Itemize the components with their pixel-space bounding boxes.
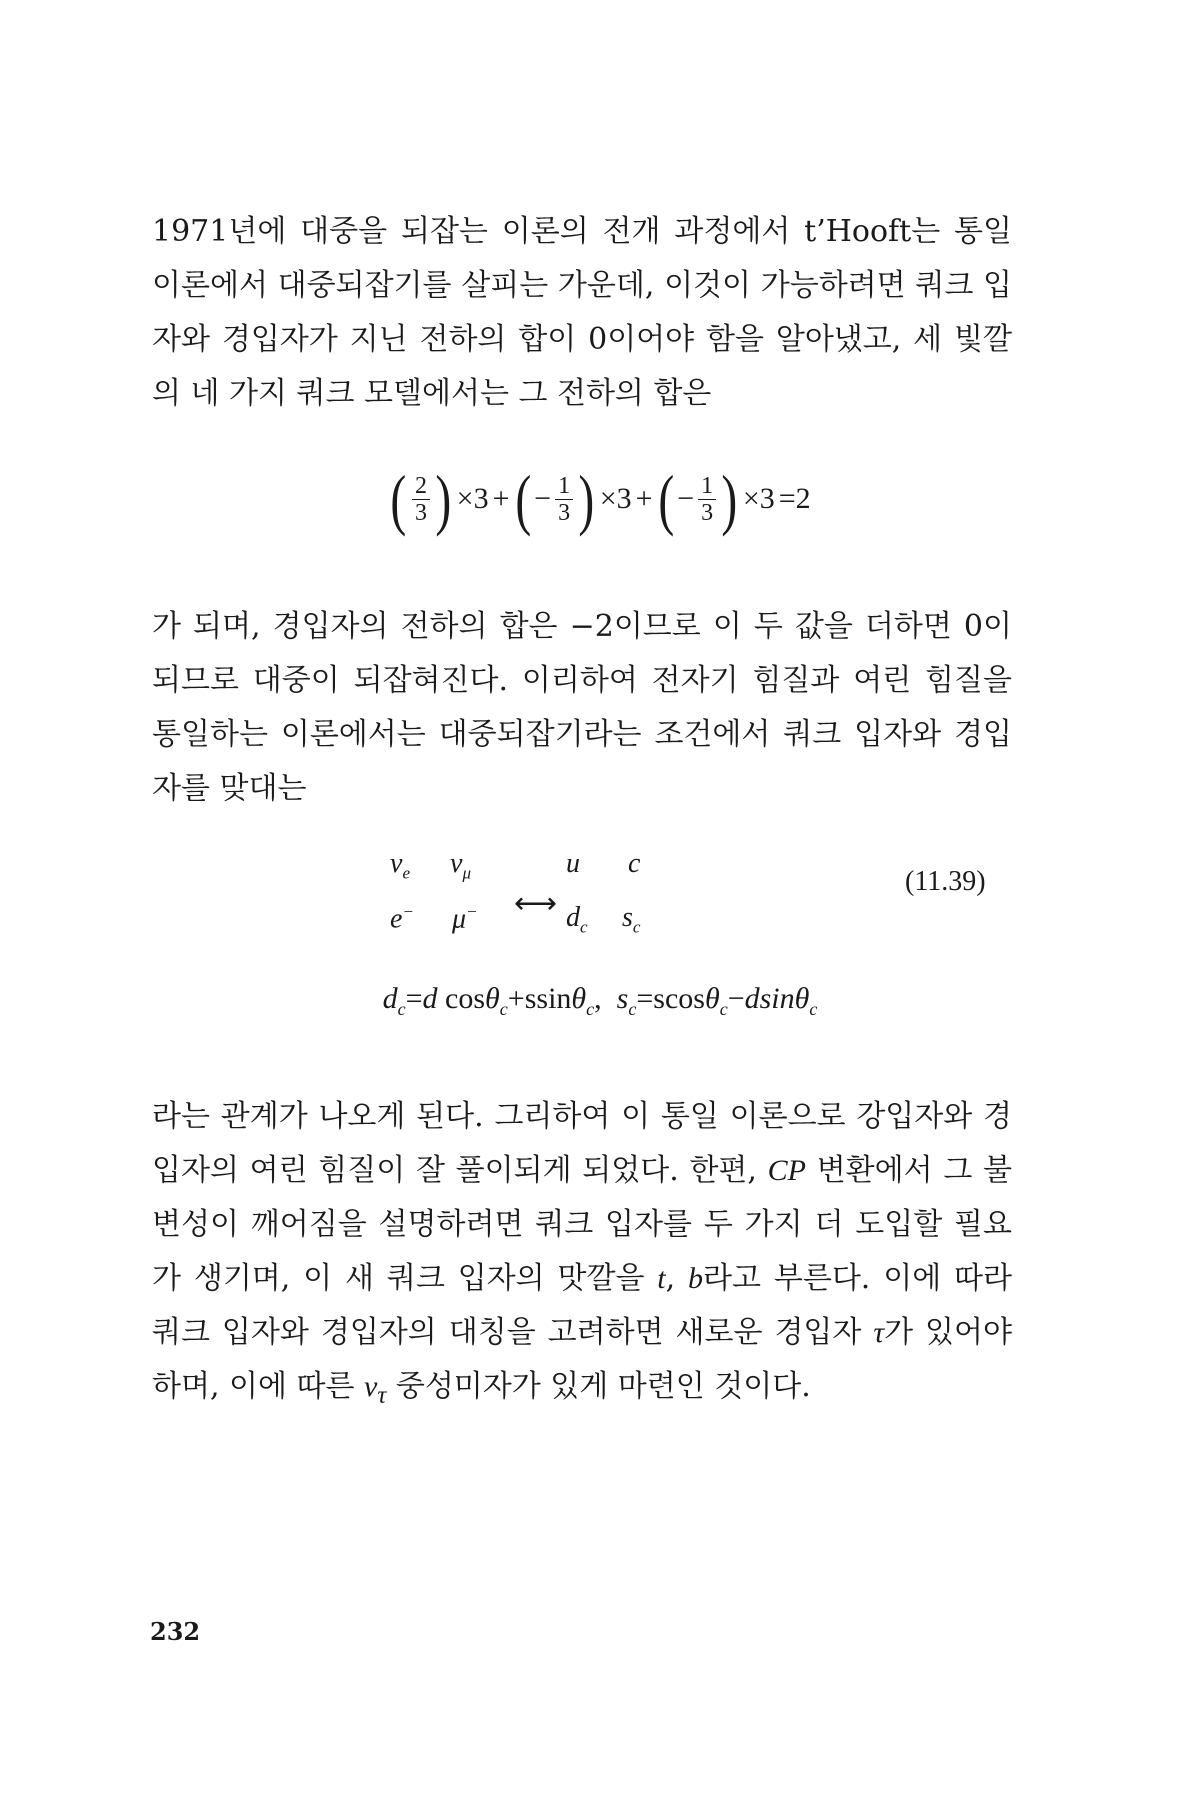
correspondence-arrow: ⟷ [514, 887, 558, 920]
charm-quark: c [628, 848, 641, 879]
minus-sign: − [677, 482, 695, 515]
paren-open: ( [657, 461, 674, 537]
paren-close: ) [721, 461, 738, 537]
paren-open: ( [514, 461, 531, 537]
paren-close: ) [435, 461, 452, 537]
paren-open: ( [390, 461, 407, 537]
paren-close: ) [578, 461, 595, 537]
electron: e− [390, 902, 414, 935]
minus-sign: − [534, 482, 552, 515]
fraction-one-third: $\frac{1}{3}$ [555, 473, 573, 526]
times-three: ×3 [742, 482, 775, 515]
lepton-quark-correspondence [390, 848, 910, 958]
down-quark-cabibbo: $d_c$ [566, 902, 588, 937]
muon: μ− [452, 902, 478, 935]
page-number: 232 [150, 1617, 201, 1646]
equation-number: (11.39) [905, 866, 986, 897]
up-quark: u [566, 848, 580, 879]
paragraph-lepton-charge: 가 되며, 경입자의 전하의 합은 −2이므로 이 두 값을 더하면 0이 되므로 대중이 되잡혀진다. 이리하여 전자기 힘질과 여린 힘질을 통일하는 이론에서는 대중되잡기라는 조건에서 쿼크 입자와 경입자를 맞대는 [152, 609, 1012, 806]
fraction-two-thirds: $\frac{2}{3}$ [412, 473, 430, 526]
times-three: ×3 [456, 482, 489, 515]
times-three: ×3 [599, 482, 632, 515]
electron-neutrino: $\nu_e$ [390, 848, 410, 883]
paragraph-intro: 1971년에 대중을 되잡는 이론의 전개 과정에서 t’Hooft는 통일 이론에서 대중되잡기를 살피는 가운데, 이것이 가능하려면 쿼크 입자와 경입자가 지닌 전하의 합이 0이어야 함을 알아냈고, 세 빛깔의 네 가지 쿼크 모델에서는 그 전하의 합은 [152, 214, 1012, 411]
equals-result: =2 [778, 482, 811, 515]
cabibbo-mixing-equation: $d_c=d$ cosθ$_c$+ssinθ$_c$, $s_c=scos\theta_c-dsin\theta_c$ [382, 982, 818, 1019]
plus-sign: + [492, 482, 510, 515]
strange-quark-cabibbo: $s_c$ [622, 902, 641, 937]
charge-sum-equation [0, 461, 1200, 537]
muon-neutrino: $\nu_\mu$ [450, 848, 471, 883]
fraction-one-third: $\frac{1}{3}$ [698, 473, 716, 526]
plus-sign: + [635, 482, 653, 515]
paragraph-conclusion: 라는 관계가 나오게 된다. 그리하여 이 통일 이론으로 강입자와 경입자의 여린 힘질이 잘 풀이되게 되었다. 한편, CP 변환에서 그 불변성이 깨어짐을 설명하려면 쿼크 입자를 두 가지 더 도입할 필요가 생기며, 이 새 쿼크 입자의 맛깔을 t, b라고 부른다. 이에 따라 쿼크 입자와 경입자의 대칭을 고려하면 새로운 경입자 τ가 있어야 하며, 이에 따른 $\nu_\tau$ 중성미자가 있게 마련인 것이다. [152, 1099, 1012, 1409]
